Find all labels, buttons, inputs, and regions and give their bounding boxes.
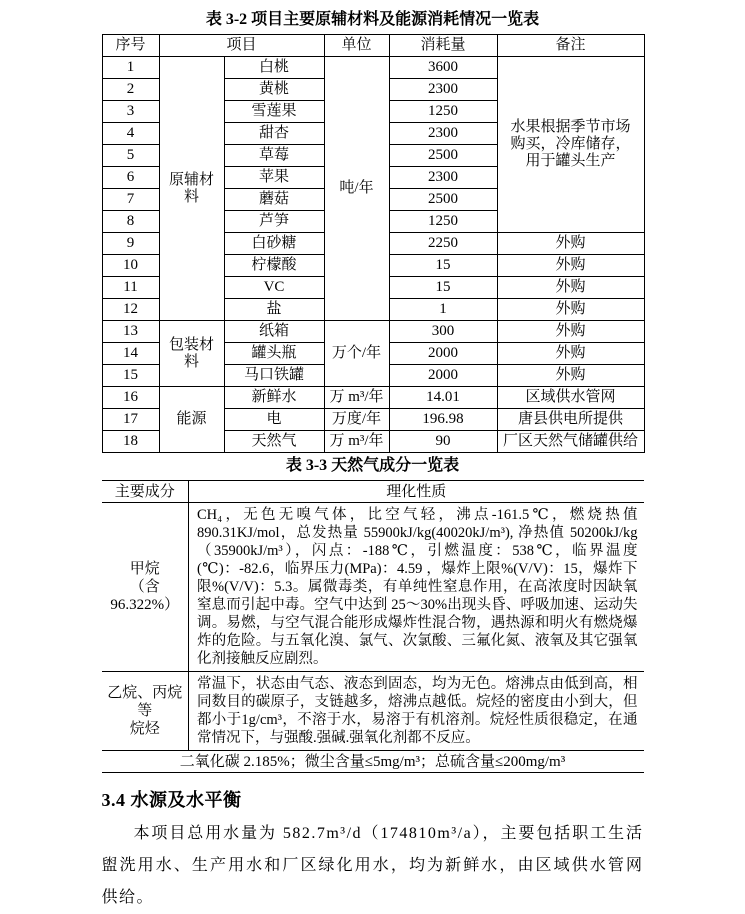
cell-item: 白砂糖 <box>224 233 324 255</box>
cell-note: 外购 <box>497 233 644 255</box>
cell-no: 8 <box>102 211 159 233</box>
table-row <box>102 387 644 409</box>
table-row <box>102 57 644 79</box>
cell-item: 盐 <box>224 299 324 321</box>
cell-qty: 2000 <box>389 343 497 365</box>
table-3-2 <box>102 34 645 453</box>
cell-no: 7 <box>102 189 159 211</box>
cell-qty: 2500 <box>389 145 497 167</box>
cell-qty: 2250 <box>389 233 497 255</box>
cell-qty: 1250 <box>389 211 497 233</box>
cell-category-raw-materials: 原辅材料 <box>159 57 224 321</box>
cell-no: 16 <box>102 387 159 409</box>
cell-item: 新鲜水 <box>224 387 324 409</box>
cell-item: 马口铁罐 <box>224 365 324 387</box>
body-paragraph: 本项目总用水量为 582.7m³/d（174810m³/a），主要包括职工生活盥洗用水、生产用水和厂区绿化用水，均为新鲜水，由区域供水管网供给。 <box>101 825 644 906</box>
cell-item: 黄桃 <box>224 79 324 101</box>
cell-qty: 14.01 <box>389 387 497 409</box>
table-3-2-title: 表 3-2 项目主要原辅材料及能源消耗情况一览表 <box>205 11 540 28</box>
cell-note: 厂区天然气储罐供给 <box>497 431 644 453</box>
cell-properties-alkanes: 常温下，状态由气态、液态到固态，均为无色。熔沸点由低到高，相同数目的碳原子，支链越多，熔沸点越低。烷烃的密度由小到大，但都小于1g/cm³，不溶于水，易溶于有机溶剂。烷烃性质很稳定，在通常情况下，与强酸.强碱.强氧化剂都不反应。 <box>189 672 644 751</box>
cell-no: 9 <box>102 233 159 255</box>
cell-no: 15 <box>102 365 159 387</box>
cell-item: 蘑菇 <box>224 189 324 211</box>
cell-no: 5 <box>102 145 159 167</box>
cell-qty: 3600 <box>389 57 497 79</box>
cell-item: 苹果 <box>224 167 324 189</box>
cell-component-methane: 甲烷 （含 96.322%） <box>102 503 189 672</box>
cell-item: 柠檬酸 <box>224 255 324 277</box>
cell-no: 14 <box>102 343 159 365</box>
cell-qty: 300 <box>389 321 497 343</box>
cell-qty: 1 <box>389 299 497 321</box>
table-row <box>102 503 644 672</box>
cell-note: 区域供水管网 <box>497 387 644 409</box>
cell-item: 雪莲果 <box>224 101 324 123</box>
cell-qty: 90 <box>389 431 497 453</box>
cell-note: 外购 <box>497 277 644 299</box>
cell-qty: 1250 <box>389 101 497 123</box>
cell-no: 6 <box>102 167 159 189</box>
table-header-row <box>102 481 644 503</box>
column-header-properties: 理化性质 <box>189 481 644 503</box>
cell-unit: 万 m³/年 <box>324 431 389 453</box>
cell-note-fruit: 水果根据季节市场购买，冷库储存，用于罐头生产 <box>497 57 644 233</box>
column-header-note: 备注 <box>497 35 644 57</box>
cell-note: 外购 <box>497 365 644 387</box>
cell-no: 18 <box>102 431 159 453</box>
column-header-qty: 消耗量 <box>389 35 497 57</box>
cell-no: 12 <box>102 299 159 321</box>
cell-unit: 万度/年 <box>324 409 389 431</box>
cell-no: 13 <box>102 321 159 343</box>
cell-note: 外购 <box>497 321 644 343</box>
cell-unit-wan-per-year: 万个/年 <box>324 321 389 387</box>
section-heading: 3.4 水源及水平衡 <box>101 790 242 810</box>
table-row <box>102 751 644 773</box>
cell-no: 17 <box>102 409 159 431</box>
cell-category-energy: 能源 <box>159 387 224 453</box>
column-header-unit: 单位 <box>324 35 389 57</box>
cell-no: 11 <box>102 277 159 299</box>
cell-item: 白桃 <box>224 57 324 79</box>
table-row <box>102 672 644 751</box>
cell-item: VC <box>224 277 324 299</box>
cell-no: 10 <box>102 255 159 277</box>
cell-component-alkanes: 乙烷、丙烷等 烷烃 <box>102 672 189 751</box>
cell-item: 芦笋 <box>224 211 324 233</box>
cell-item: 甜杏 <box>224 123 324 145</box>
cell-note: 唐县供电所提供 <box>497 409 644 431</box>
cell-qty: 15 <box>389 277 497 299</box>
table-row <box>102 321 644 343</box>
cell-no: 3 <box>102 101 159 123</box>
cell-qty: 2300 <box>389 123 497 145</box>
cell-item: 草莓 <box>224 145 324 167</box>
cell-note: 外购 <box>497 343 644 365</box>
table-3-3-footer: 二氧化碳 2.185%；微尘含量≤5mg/m³；总硫含量≤200mg/m³ <box>102 751 644 773</box>
cell-qty: 2300 <box>389 79 497 101</box>
cell-no: 4 <box>102 123 159 145</box>
column-header-item: 项目 <box>159 35 324 57</box>
cell-unit-ton-per-year: 吨/年 <box>324 57 389 321</box>
column-header-no: 序号 <box>102 35 159 57</box>
cell-item: 电 <box>224 409 324 431</box>
table-3-3 <box>102 480 644 773</box>
cell-no: 2 <box>102 79 159 101</box>
column-header-component: 主要成分 <box>102 481 189 503</box>
cell-item: 天然气 <box>224 431 324 453</box>
cell-item: 罐头瓶 <box>224 343 324 365</box>
table-header-row <box>102 35 644 57</box>
cell-category-packaging: 包装材料 <box>159 321 224 387</box>
cell-item: 纸箱 <box>224 321 324 343</box>
cell-qty: 2000 <box>389 365 497 387</box>
cell-qty: 196.98 <box>389 409 497 431</box>
cell-note: 外购 <box>497 299 644 321</box>
cell-unit: 万 m³/年 <box>324 387 389 409</box>
cell-no: 1 <box>102 57 159 79</box>
table-3-3-title: 表 3-3 天然气成分一览表 <box>285 457 460 474</box>
cell-qty: 15 <box>389 255 497 277</box>
document-content <box>102 0 644 914</box>
cell-properties-methane: CH₄，无色无嗅气体，比空气轻，沸点-161.5℃，燃烧热值 890.31KJ/mol，总发热量 55900kJ/kg(40020kJ/m³), 净热值 50200kJ/kg（35900kJ/m³），闪点：-188℃，引燃温度：538℃，临界温度(℃)：-82.6，临界压力(MPa)：4.59 ，爆炸上限%(V/V)：15，爆炸下限%(V/V)：5.3。属微毒类，有单纯性窒息作用，在高浓度时因缺氧窒息而引起中毒。空气中达到 25～30%出现头昏、呼吸加速、运动失调。易燃，与空气混合能形成爆炸性混合物，遇热源和明火有燃烧爆炸的危险。与五氧化溴、氯气、次氯酸、三氟化氮、液氧及其它强氧化剂接触反应剧烈。 <box>189 503 644 672</box>
cell-note: 外购 <box>497 255 644 277</box>
cell-qty: 2300 <box>389 167 497 189</box>
cell-qty: 2500 <box>389 189 497 211</box>
